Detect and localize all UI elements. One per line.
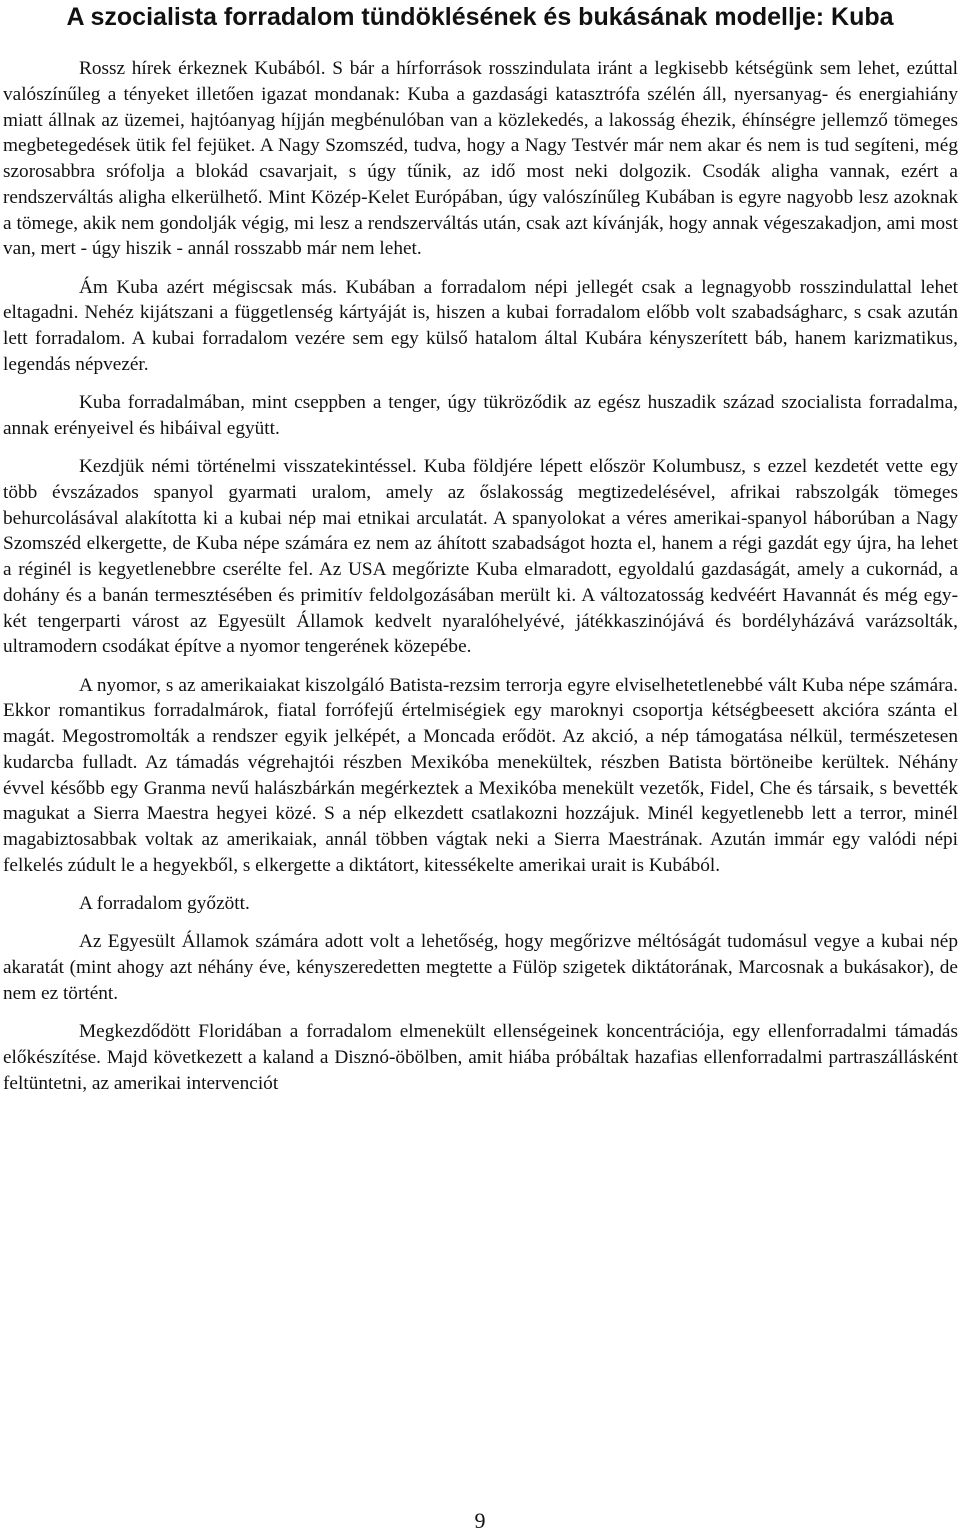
paragraph-1: Rossz hírek érkeznek Kubából. S bár a hírforrások rosszindulata iránt a legkisebb kétségünk sem lehet, ezúttal valószínűleg a tényeket illetően igazat mondanak: Kuba a gazdasági katasztrófa szélén áll, nyersanyag- és energiahiány miatt állnak az üzemei, hajtóanyag híjján megbénulóban van a közlekedés, a lakosság éhezik, éhínségre jellemző tömeges megbetegedések ütik fel fejüket. A Nagy Szomszéd, tudva, hogy a Nagy Testvér már nem akar és nem is tud segíteni, még szorosabbra srófolja a blokád csavarjait, s úgy tűnik, az idő most neki dolgozik. Csodák aligha vannak, ezért a rendszerváltás aligha elkerülhető. Mint Közép-Kelet Európában, úgy valószínűleg Kubában is egyre nagyobb lesz azoknak a tömege, akik nem gondolják végig, mi lesz a rendszerváltás után, csak azt kívánják, hogy annak végeszakadjon, ami most van, mert - úgy hiszik - annál rosszabb már nem lehet. [3, 58, 958, 260]
paragraph-7: Az Egyesült Államok számára adott volt a lehetőség, hogy megőrizve méltóságát tudomásul vegye a kubai nép akaratát (mint ahogy azt néhány éve, kényszeredetten megtette a Fülöp szigetek diktátorának, Marcosnak a bukásakor), de nem ez történt. [3, 931, 958, 1004]
paragraph-8: Megkezdődött Floridában a forradalom elmenekült ellenségeinek koncentrációja, egy ellenforradalmi támadás előkészítése. Majd következett a kaland a Disznó-öbölben, amit hiába próbáltak hazafias ellenforradalmi partraszállásként feltüntetni, az amerikai intervenciót [3, 1021, 958, 1094]
paragraph-4: Kezdjük némi történelmi visszatekintéssel. Kuba földjére lépett először Kolumbusz, s ezzel kezdetét vette egy több évszázados spanyol gyarmati uralom, amely az őslakosság megtizedelésével, afrikai rabszolgák tömeges behurcolásával alakította ki a kubai nép mai etnikai arculatát. A spanyolokat a véres amerikai-spanyol háborúban a Nagy Szomszéd elkergette, de Kuba népe számára ez nem az áhított szabadságot hozta el, hanem a régi gazdát egy újra, ha lehet a réginél is kegyetlenebbre cserélte fel. Az USA megőrizte Kuba elmaradott, egyoldalú gazdaságát, amely a cukornád, a dohány és a banán termesztésében és primitív feldolgozásában merült ki. A változatosság kedvéért Havannát és még egy-két tengerparti várost az Egyesült Államok kedvelt nyaralóhelyévé, játékkaszinójává és bordélyházává varázsolták, ultramodern csodákat építve a nyomor tengerének közepébe. [3, 456, 958, 658]
paragraph-2: Ám Kuba azért mégiscsak más. Kubában a forradalom népi jellegét csak a legnagyobb rosszindulattal lehet eltagadni. Nehéz kijátszani a függetlenség kártyáját is, hiszen a kubai forradalom előbb volt szabadságharc, s csak azután lett forradalom. A kubai forradalom vezére sem egy külső hatalom által Kubára kényszerített báb, hanem karizmatikus, legendás népvezér. [3, 276, 958, 375]
paragraph-6: A forradalom győzött. [79, 893, 250, 914]
paragraph-3: Kuba forradalmában, mint cseppben a tenger, úgy tükröződik az egész huszadik század szocialista forradalma, annak erényeivel és hibáival együtt. [3, 392, 958, 439]
article-body [3, 56, 958, 1109]
page-number: 9 [474, 1508, 486, 1533]
paragraph-5: A nyomor, s az amerikaiakat kiszolgáló Batista-rezsim terrorja egyre elviselhetetlenebbé vált Kuba népe számára. Ekkor romantikus forradalmárok, fiatal forrófejű értelmiségiek egy maroknyi csoportja kétségbeesett akcióra szánta el magát. Megostromolták a rendszer egyik jelképét, a Moncada erődöt. Az akció, a nép támogatása nélkül, természetesen kudarcba fulladt. Az támadás végrehajtói részben Mexikóba menekültek, részben Batista börtöneibe kerültek. Néhány évvel később egy Granma nevű halászbárkán megérkeztek a Mexikóba menekült vezetők, Fidel, Che és társaik, s bevették magukat a Sierra Maestra hegyei közé. S a nép elkezdett csatlakozni hozzájuk. Minél kegyetlenebb lett a terror, minél magabiztosabbak voltak az amerikaiak, annál többen vágtak neki a Sierra Maestrának. Azután immár egy valódi népi felkelés zúdult le a hegyekből, s elkergette a diktátort, kitessékelte amerikai urait is Kubából. [3, 674, 958, 876]
page-title: A szocialista forradalom tündöklésének és bukásának modellje: Kuba [66, 3, 894, 31]
